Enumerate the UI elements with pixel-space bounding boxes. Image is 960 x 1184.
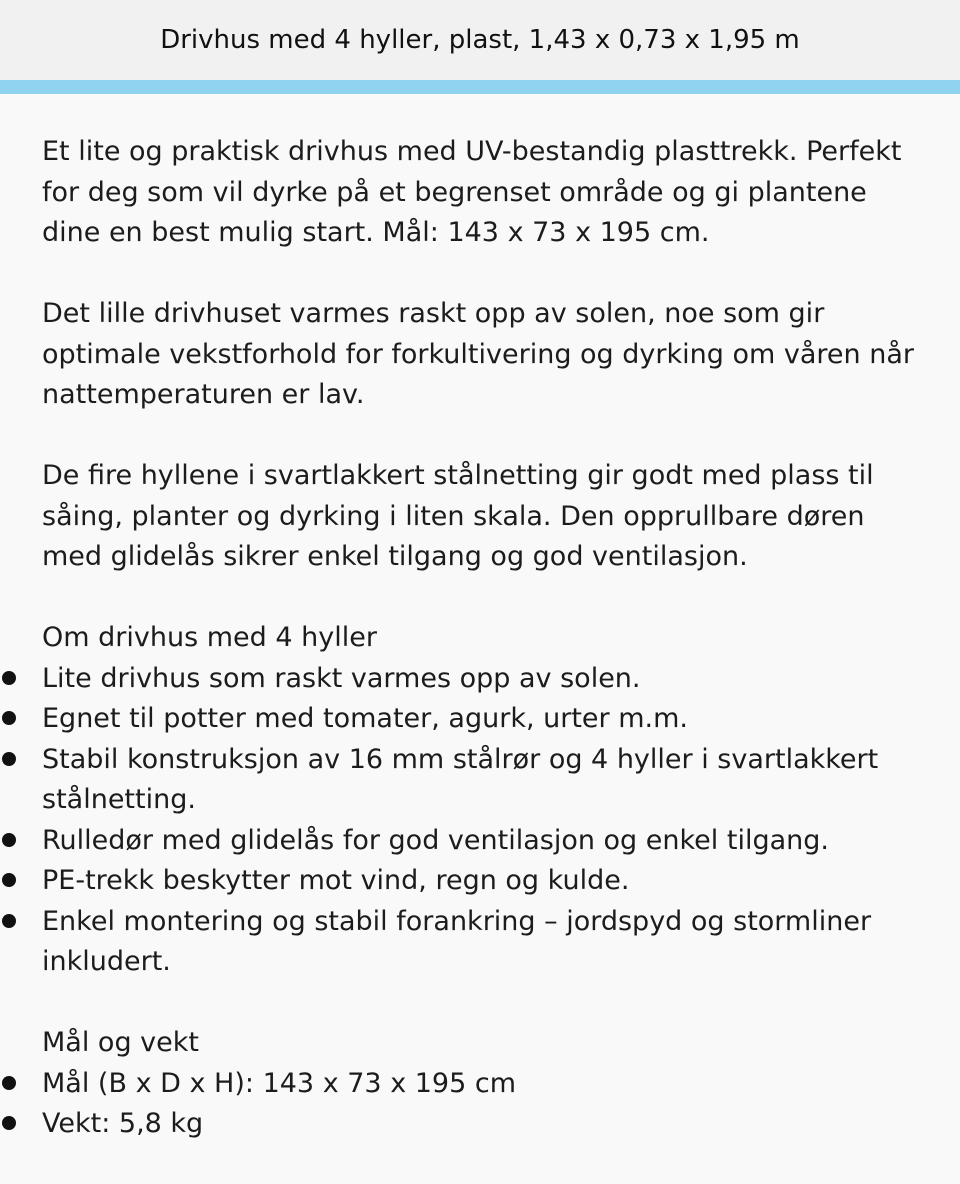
product-header	[0, 0, 960, 80]
about-heading: Om drivhus med 4 hyller	[42, 622, 377, 653]
bullet-icon	[2, 752, 16, 766]
about-list	[42, 659, 932, 983]
list-item-text: Enkel montering og stabil forankring – jordspyd og stormliner inkludert.	[42, 905, 872, 977]
specs-list	[42, 1064, 932, 1145]
bullet-icon	[2, 833, 16, 847]
list-item-text: Stabil konstruksjon av 16 mm stålrør og 4 hyller i svartlakkert stålnetting.	[42, 743, 879, 815]
list-item	[42, 861, 932, 902]
bullet-icon	[2, 671, 16, 685]
list-item	[42, 821, 932, 862]
list-item-text: Mål (B x D x H): 143 x 73 x 195 cm	[42, 1067, 517, 1099]
shelves-paragraph: De fire hyllene i svartlakkert stålnetting gir godt med plass til såing, planter og dyrking i liten skala. Den opprullbare døren med glidelås sikrer enkel tilgang og god ventilasjon.	[42, 460, 874, 572]
bullet-icon	[2, 914, 16, 928]
product-description	[0, 94, 942, 1145]
list-item	[42, 1064, 932, 1105]
product-title: Drivhus med 4 hyller, plast, 1,43 x 0,73 x 1,95 m	[160, 25, 800, 55]
warming-paragraph: Det lille drivhuset varmes raskt opp av solen, noe som gir optimale vekstforhold for forkultivering og dyrking om våren når nattemperaturen er lav.	[42, 298, 914, 410]
bullet-icon	[2, 1116, 16, 1130]
list-item-text: PE-trekk beskytter mot vind, regn og kulde.	[42, 865, 630, 896]
specs-heading: Mål og vekt	[42, 1027, 199, 1058]
list-item	[42, 1104, 932, 1145]
bullet-icon	[2, 1076, 16, 1090]
list-item	[42, 902, 932, 983]
intro-paragraph: Et lite og praktisk drivhus med UV-bestandig plasttrekk. Perfekt for deg som vil dyrke på et begrenset område og gi plantene dine en best mulig start. Mål: 143 x 73 x 195 cm.	[42, 136, 902, 248]
list-item	[42, 740, 932, 821]
list-item-text: Rulledør med glidelås for god ventilasjon og enkel tilgang.	[42, 824, 829, 856]
bullet-icon	[2, 711, 16, 725]
list-item	[42, 699, 932, 740]
list-item-text: Egnet til potter med tomater, agurk, urter m.m.	[42, 703, 688, 734]
bullet-icon	[2, 873, 16, 887]
list-item-text: Lite drivhus som raskt varmes opp av solen.	[42, 662, 641, 694]
accent-divider	[0, 80, 960, 94]
list-item-text: Vekt: 5,8 kg	[42, 1108, 204, 1139]
list-item	[42, 659, 932, 700]
